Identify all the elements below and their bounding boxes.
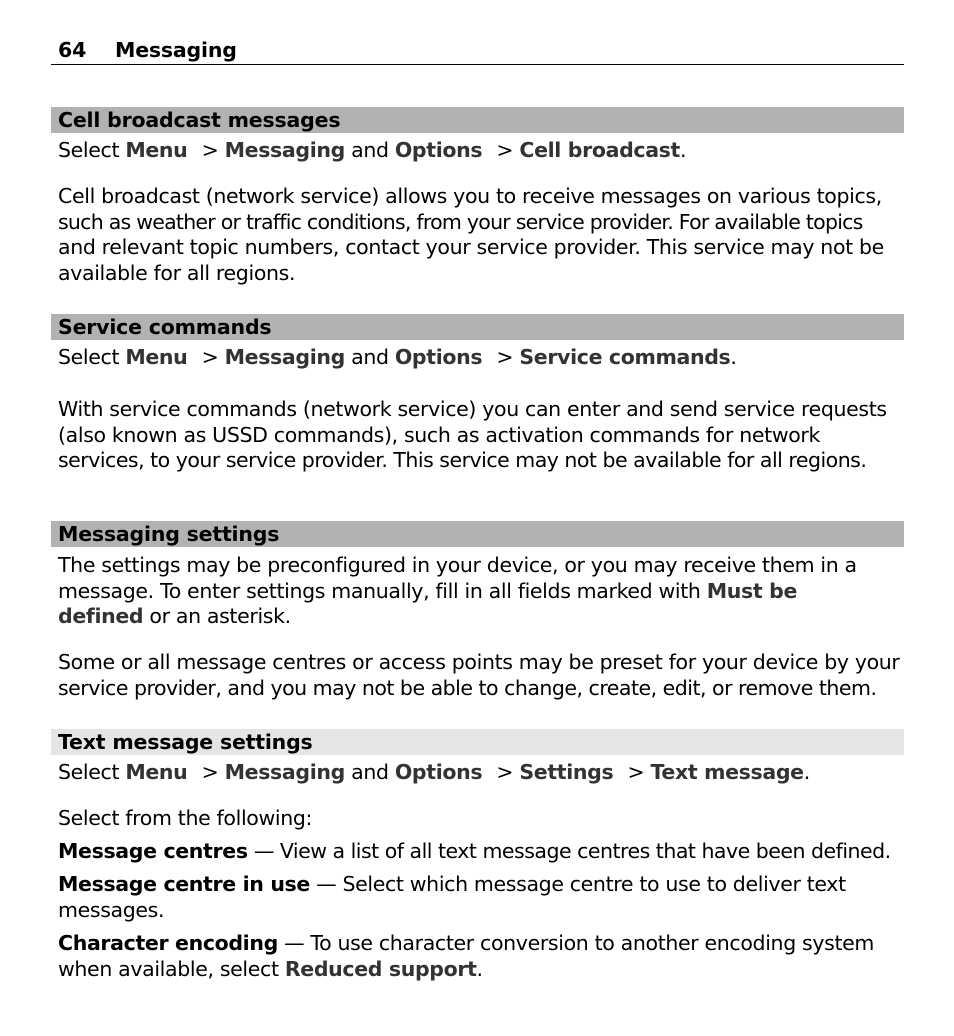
messaging-settings-para-1 (58, 553, 908, 630)
path-messaging: Messaging (224, 345, 345, 369)
path-menu: Menu (125, 760, 188, 784)
body-line: or an asterisk. (149, 604, 291, 628)
service-commands-body (58, 397, 908, 474)
cell-broadcast-menu-path (58, 138, 908, 164)
path-separator: > (627, 760, 645, 784)
path-separator: > (201, 138, 219, 162)
messaging-settings-para-2 (58, 650, 908, 701)
service-commands-menu-path (58, 345, 908, 371)
option-message-centres (58, 839, 908, 865)
must-be-defined-term: defined (58, 604, 144, 628)
option-message-centre-in-use (58, 872, 908, 923)
option-description: — Select which message centre to use to deliver text (316, 872, 846, 896)
body-line: Some or all message centres or access points may be preset for your device by your (58, 650, 900, 674)
body-line: With service commands (network service) you can enter and send service requests (58, 397, 887, 421)
path-select-text: Select (58, 760, 120, 784)
cell-broadcast-body (58, 184, 908, 286)
path-settings: Settings (519, 760, 614, 784)
path-messaging: Messaging (224, 138, 345, 162)
option-description: — View a list of all text message centres that have been defined. (253, 839, 891, 863)
option-description: messages. (58, 897, 165, 922)
path-end: . (679, 138, 687, 162)
running-header (51, 36, 904, 65)
option-description: when available, select (58, 956, 279, 981)
path-select-text: Select (58, 138, 120, 162)
must-be-defined-term: Must be (706, 578, 798, 603)
path-select-text: Select (58, 345, 120, 369)
body-line: available for all regions. (58, 260, 296, 285)
path-end: . (803, 760, 810, 784)
body-line: The settings may be preconfigured in your device, or you may receive them in a (58, 553, 857, 577)
path-and-text: and (351, 760, 389, 784)
path-separator: > (496, 138, 514, 162)
option-character-encoding (58, 931, 908, 982)
path-text-message: Text message (650, 760, 804, 784)
body-line: services, to your service provider. This service may not be available for all regions. (58, 448, 867, 472)
option-term: Character encoding (58, 931, 278, 955)
heading-service-commands: Service commands (51, 314, 904, 340)
body-line: (also known as USSD commands), such as activation commands for network (58, 422, 821, 447)
path-end: . (730, 345, 737, 369)
path-and-text: and (351, 345, 389, 369)
path-separator: > (496, 345, 514, 369)
option-description: — To use character conversion to another encoding system (284, 931, 875, 955)
option-term: Message centre in use (58, 872, 310, 896)
body-line: and relevant topic numbers, contact your service provider. This service may not be (58, 235, 884, 259)
select-from-intro: Select from the following: (58, 806, 313, 830)
path-separator: > (201, 760, 219, 784)
path-and-text: and (351, 138, 389, 162)
path-options: Options (394, 760, 483, 784)
path-cell-broadcast: Cell broadcast (519, 138, 680, 162)
path-service-commands: Service commands (519, 345, 731, 369)
body-line: service provider, and you may not be able to change, create, edit, or remove them. (58, 675, 877, 700)
heading-text-message-settings: Text message settings (51, 729, 904, 755)
heading-messaging-settings: Messaging settings (51, 521, 904, 547)
path-options: Options (394, 345, 483, 369)
reduced-support-term: Reduced support (284, 956, 477, 981)
option-term: Message centres (58, 839, 248, 863)
path-end: . (476, 956, 483, 981)
path-options: Options (394, 138, 483, 162)
text-message-menu-path (58, 760, 908, 786)
path-messaging: Messaging (224, 760, 345, 784)
body-line: message. To enter settings manually, fill in all fields marked with (58, 578, 701, 603)
body-line: Cell broadcast (network service) allows you to receive messages on various topics, (58, 184, 882, 208)
body-line: such as weather or traffic conditions, from your service provider. For available topics (58, 209, 863, 234)
path-menu: Menu (125, 345, 188, 369)
heading-cell-broadcast: Cell broadcast messages (51, 107, 904, 133)
page-number: 64 (58, 38, 87, 62)
chapter-title: Messaging (115, 38, 237, 62)
path-separator: > (496, 760, 514, 784)
path-separator: > (201, 345, 219, 369)
path-menu: Menu (125, 138, 188, 162)
